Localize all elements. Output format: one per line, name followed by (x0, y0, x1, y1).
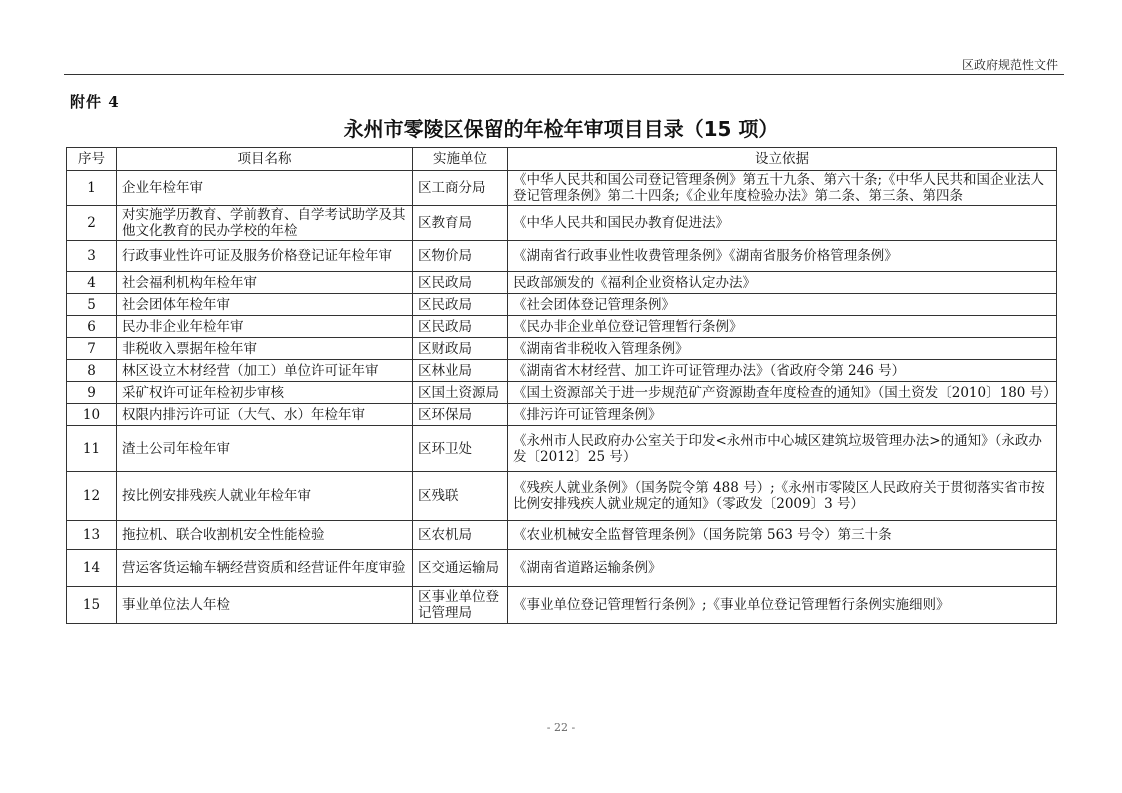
table-row (67, 550, 1057, 587)
row-number: 13 (67, 521, 117, 550)
running-header: 区政府规范性文件 (961, 58, 1058, 72)
row-number: 5 (67, 294, 117, 316)
project-name: 林区设立木材经营（加工）单位许可证年审 (117, 360, 413, 382)
table-row (67, 316, 1057, 338)
row-number: 12 (67, 472, 117, 521)
table-row (67, 171, 1057, 206)
row-number: 11 (67, 426, 117, 472)
project-catalog-table (66, 147, 1057, 624)
row-number: 2 (67, 206, 117, 241)
implementing-unit: 区民政局 (413, 316, 508, 338)
legal-basis: 《事业单位登记管理暂行条例》;《事业单位登记管理暂行条例实施细则》 (508, 587, 1057, 624)
table-row (67, 404, 1057, 426)
project-name: 社会团体年检年审 (117, 294, 413, 316)
project-name: 渣土公司年检年审 (117, 426, 413, 472)
legal-basis: 《中华人民共和国公司登记管理条例》第五十九条、第六十条;《中华人民共和国企业法人登记管理条例》第二十四条;《企业年度检验办法》第二条、第三条、第四条 (508, 171, 1057, 206)
table-row (67, 241, 1057, 272)
project-name: 营运客货运输车辆经营资质和经营证件年度审验 (117, 550, 413, 587)
legal-basis: 民政部颁发的《福利企业资格认定办法》 (508, 272, 1057, 294)
legal-basis: 《农业机械安全监督管理条例》（国务院第 563 号令）第三十条 (508, 521, 1057, 550)
column-header-unit: 实施单位 (413, 148, 508, 171)
legal-basis: 《国土资源部关于进一步规范矿产资源勘查年度检查的通知》（国土资发〔2010〕180 号） (508, 382, 1057, 404)
table-row (67, 382, 1057, 404)
table-header (67, 148, 1057, 171)
table-row (67, 472, 1057, 521)
table-row (67, 338, 1057, 360)
legal-basis: 《中华人民共和国民办教育促进法》 (508, 206, 1057, 241)
implementing-unit: 区环卫处 (413, 426, 508, 472)
attachment-label: 附件 4 (70, 93, 120, 111)
implementing-unit: 区事业单位登记管理局 (413, 587, 508, 624)
table-body (67, 171, 1057, 624)
header-rule (64, 74, 1064, 75)
legal-basis: 《湖南省木材经营、加工许可证管理办法》（省政府令第 246 号） (508, 360, 1057, 382)
implementing-unit: 区国土资源局 (413, 382, 508, 404)
row-number: 7 (67, 338, 117, 360)
project-name: 社会福利机构年检年审 (117, 272, 413, 294)
legal-basis: 《残疾人就业条例》（国务院令第 488 号）;《永州市零陵区人民政府关于贯彻落实省市按比例安排残疾人就业规定的通知》（零政发〔2009〕3 号） (508, 472, 1057, 521)
document-title: 永州市零陵区保留的年检年审项目目录（15 项） (343, 117, 779, 141)
table-row (67, 587, 1057, 624)
legal-basis: 《湖南省行政事业性收费管理条例》《湖南省服务价格管理条例》 (508, 241, 1057, 272)
project-name: 民办非企业年检年审 (117, 316, 413, 338)
table-row (67, 206, 1057, 241)
implementing-unit: 区民政局 (413, 294, 508, 316)
legal-basis: 《排污许可证管理条例》 (508, 404, 1057, 426)
column-header-basis: 设立依据 (508, 148, 1057, 171)
implementing-unit: 区农机局 (413, 521, 508, 550)
row-number: 6 (67, 316, 117, 338)
implementing-unit: 区教育局 (413, 206, 508, 241)
project-name: 采矿权许可证年检初步审核 (117, 382, 413, 404)
row-number: 9 (67, 382, 117, 404)
implementing-unit: 区残联 (413, 472, 508, 521)
project-name: 企业年检年审 (117, 171, 413, 206)
page-number: - 22 - (546, 721, 576, 734)
row-number: 1 (67, 171, 117, 206)
legal-basis: 《民办非企业单位登记管理暂行条例》 (508, 316, 1057, 338)
implementing-unit: 区林业局 (413, 360, 508, 382)
row-number: 14 (67, 550, 117, 587)
implementing-unit: 区工商分局 (413, 171, 508, 206)
project-name: 事业单位法人年检 (117, 587, 413, 624)
column-header-name: 项目名称 (117, 148, 413, 171)
legal-basis: 《湖南省道路运输条例》 (508, 550, 1057, 587)
project-name: 非税收入票据年检年审 (117, 338, 413, 360)
project-name: 对实施学历教育、学前教育、自学考试助学及其他文化教育的民办学校的年检 (117, 206, 413, 241)
legal-basis: 《社会团体登记管理条例》 (508, 294, 1057, 316)
project-name: 拖拉机、联合收割机安全性能检验 (117, 521, 413, 550)
table-row (67, 426, 1057, 472)
implementing-unit: 区环保局 (413, 404, 508, 426)
table-row (67, 521, 1057, 550)
row-number: 8 (67, 360, 117, 382)
table-row (67, 272, 1057, 294)
row-number: 3 (67, 241, 117, 272)
project-name: 行政事业性许可证及服务价格登记证年检年审 (117, 241, 413, 272)
legal-basis: 《湖南省非税收入管理条例》 (508, 338, 1057, 360)
table-row (67, 294, 1057, 316)
table-row (67, 360, 1057, 382)
project-name: 权限内排污许可证（大气、水）年检年审 (117, 404, 413, 426)
row-number: 10 (67, 404, 117, 426)
implementing-unit: 区民政局 (413, 272, 508, 294)
row-number: 4 (67, 272, 117, 294)
legal-basis: 《永州市人民政府办公室关于印发<永州市中心城区建筑垃圾管理办法>的通知》（永政办发〔2012〕25 号） (508, 426, 1057, 472)
column-header-no: 序号 (67, 148, 117, 171)
implementing-unit: 区物价局 (413, 241, 508, 272)
project-name: 按比例安排残疾人就业年检年审 (117, 472, 413, 521)
implementing-unit: 区财政局 (413, 338, 508, 360)
row-number: 15 (67, 587, 117, 624)
implementing-unit: 区交通运输局 (413, 550, 508, 587)
